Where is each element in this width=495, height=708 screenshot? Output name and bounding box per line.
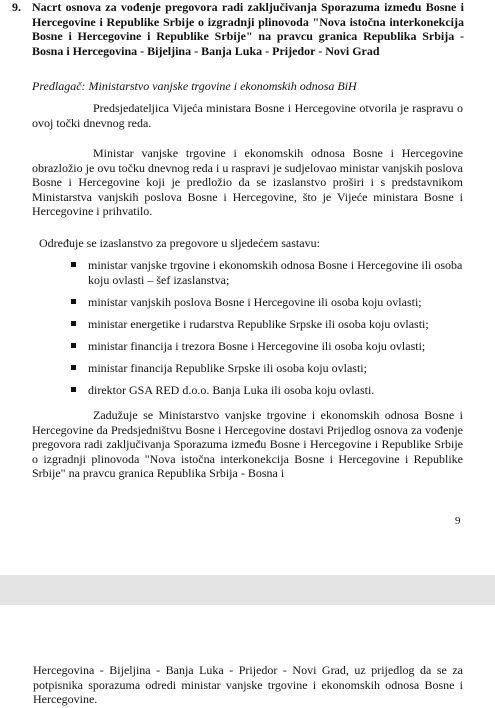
- paragraph-delegation-intro: Određuje se izaslanstvo za pregovore u sljedećem sastavu:: [39, 236, 320, 250]
- bullet-icon: [71, 387, 76, 392]
- paragraph-continuation: Hercegovina - Bijeljina - Banja Luka - Prijedor - Novi Grad, uz prijedlog da se za potpisnika sporazuma odredi ministar vanjske trgovine i ekonomskih odnosa Bosne i Hercegovine.: [33, 663, 463, 706]
- proposer-line: Predlagač: Ministarstvo vanjske trgovine i ekonomskih odnosa BiH: [32, 79, 357, 93]
- list-item-text: ministar vanjskih poslova Bosne i Hercegovine ili osoba koju ovlasti;: [88, 294, 422, 309]
- bullet-icon: [71, 262, 76, 267]
- agenda-item-number: 9.: [12, 0, 21, 14]
- list-item: [68, 339, 463, 354]
- page-separator: [0, 575, 495, 605]
- bullet-icon: [71, 365, 76, 370]
- list-item-text: ministar energetike i rudarstva Republike Srpske ili osoba koju ovlasti;: [88, 316, 429, 331]
- list-item: [68, 361, 463, 376]
- list-item-text: ministar vanjske trgovine i ekonomskih odnosa Bosne i Hercegovine ili osoba koju ovlasti – šef izaslanstva;: [88, 258, 463, 287]
- bullet-icon: [71, 299, 76, 304]
- list-item: [68, 258, 463, 287]
- list-item-text: direktor GSA RED d.o.o. Banja Luka ili osoba koju ovlasti.: [88, 382, 375, 397]
- agenda-item-heading: [12, 0, 464, 58]
- paragraph-assignment: Zadužuje se Ministarstvo vanjske trgovine i ekonomskih odnosa Bosne i Hercegovine da Predsjedništvu Bosne i Hercegovine dostavi Prijedlog osnova za vođenje pregovora radi zaključivanja Sporazuma između Bosne i Hercegovine i Republike Srbije o izgradnji plinovoda "Nova istočna interkonekcija Bosne i Hercegovine i Republike Srbije" na pravcu granica Republika Srbija - Bosna i: [32, 408, 463, 480]
- list-item: [68, 383, 463, 398]
- list-item: [68, 317, 463, 332]
- bullet-icon: [71, 343, 76, 348]
- agenda-item-title: Nacrt osnova za vođenje pregovora radi zaključivanja Sporazuma između Bosne i Hercegovine i Republike Srbije o izgradnji plinovoda "Nova istočna interkonekcija Bosne i Hercegovine i Republike Srbije" na pravcu granica Republika Srbija - Bosna i Hercegovina - Bijeljina - Banja Luka - Prijedor - Novi Grad: [32, 0, 464, 58]
- list-item-text: ministar financija i trezora Bosne i Hercegovine ili osoba koju ovlasti;: [88, 338, 426, 353]
- page-number: 9: [455, 515, 461, 527]
- bullet-icon: [71, 321, 76, 326]
- list-item-text: ministar financija Republike Srpske ili osoba koju ovlasti;: [88, 360, 367, 375]
- paragraph-opening: Predsjedateljica Vijeća ministara Bosne i Hercegovine otvorila je raspravu o ovoj točki dnevnog reda.: [32, 101, 463, 130]
- paragraph-explanation: Ministar vanjske trgovine i ekonomskih odnosa Bosne i Hercegovine obrazložio je ovu točku dnevnog reda i u raspravi je sudjelovao ministar vanjskih poslova Bosne i Hercegovine koji je predložio da se izaslanstvo proširi i s predstavnikom Ministarstva vanjskih poslova Bosne i Hercegovine, što je Vijeće ministara Bosne i Hercegovine i prihvatilo.: [32, 146, 463, 218]
- list-item: [68, 295, 463, 310]
- delegation-list: [68, 258, 463, 405]
